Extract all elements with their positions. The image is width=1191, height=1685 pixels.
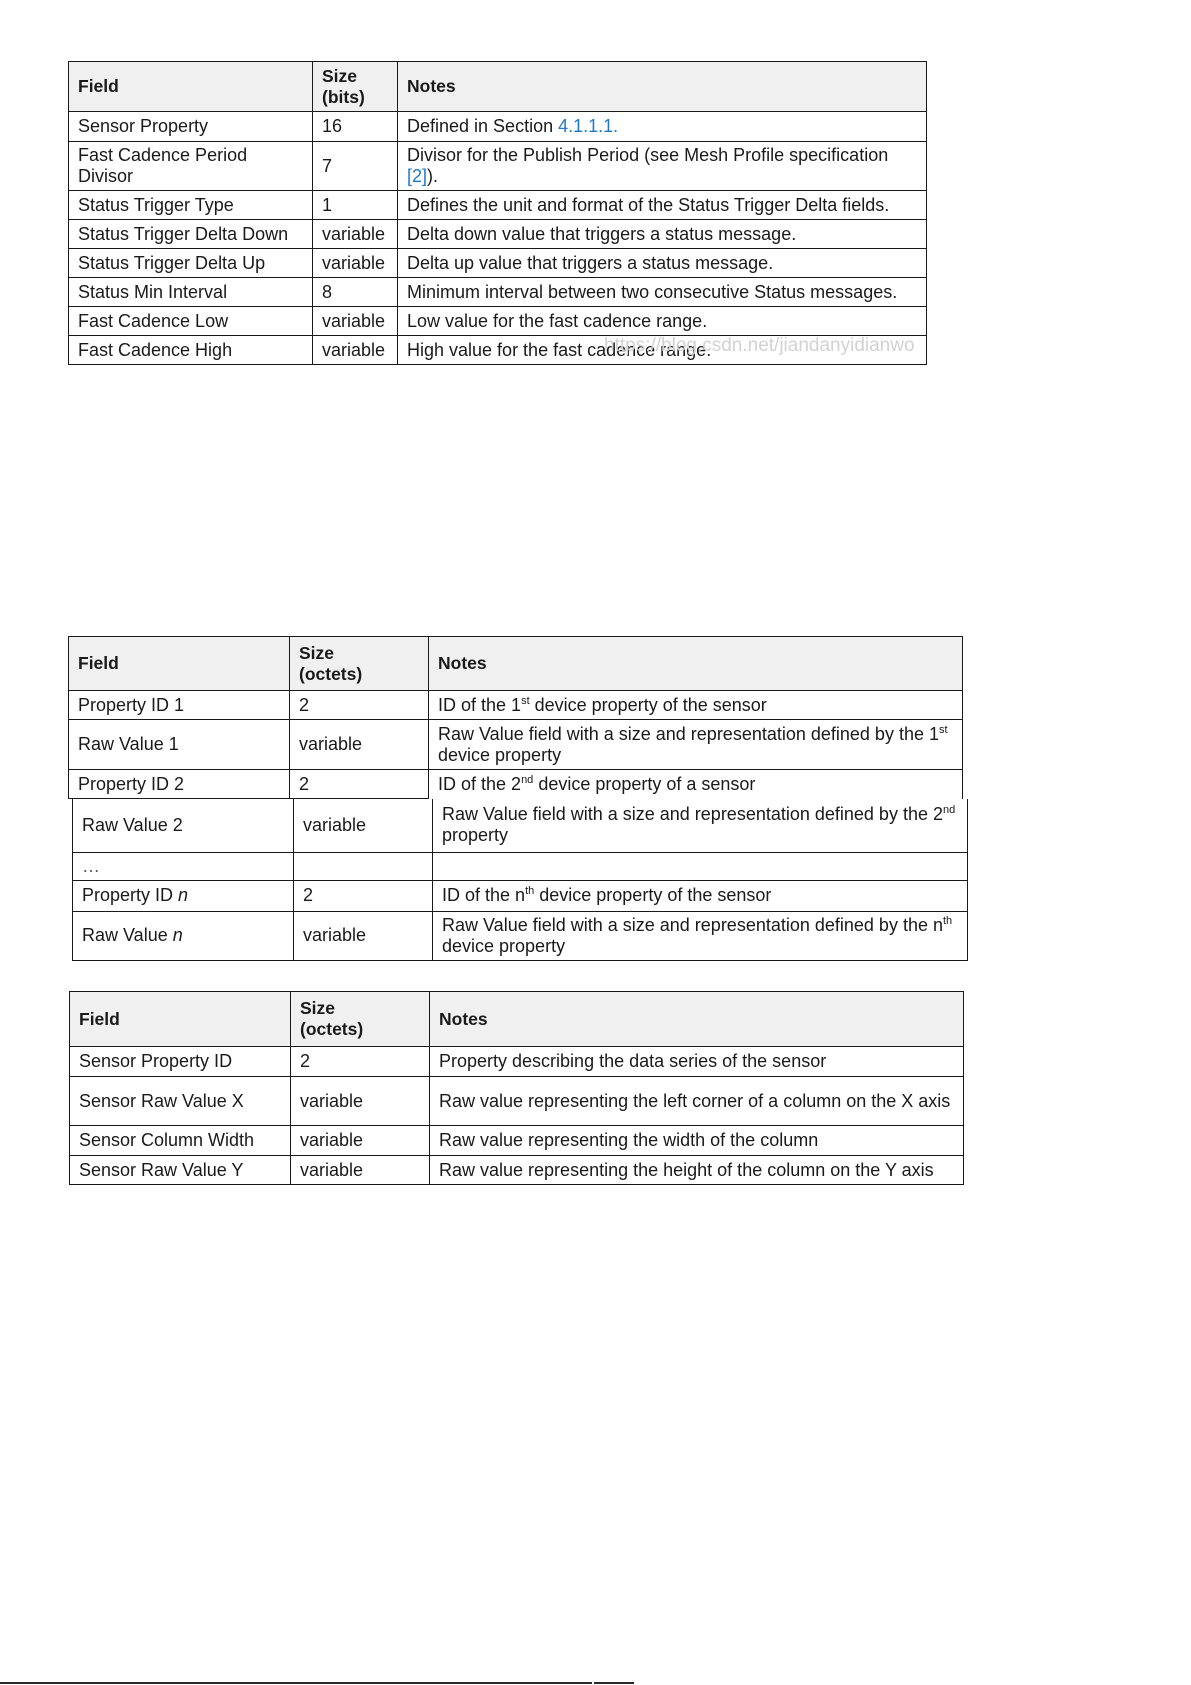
cell-notes: Raw Value field with a size and representation defined by the 2nd property: [433, 799, 968, 852]
cell-field: Sensor Property ID: [70, 1047, 291, 1077]
cell-field: Status Trigger Delta Up: [69, 249, 313, 278]
table-row: [69, 142, 927, 191]
watermark-text: https://blog.csdn.net/jiandanyidianwo: [604, 335, 915, 356]
cell-notes: High value for the fast cadence range.: [398, 336, 927, 365]
cell-field: Property ID 2: [69, 770, 290, 799]
cell-field: Fast Cadence Period Divisor: [69, 142, 313, 191]
table-row: [70, 1047, 964, 1077]
cell-size: variable: [291, 1077, 430, 1126]
table-row: [70, 1126, 964, 1156]
header-size: Size (octets): [291, 992, 430, 1047]
cell-notes: Defined in Section 4.1.1.1.: [398, 112, 927, 142]
cell-size: variable: [313, 220, 398, 249]
cell-size: 16: [313, 112, 398, 142]
cell-notes: Divisor for the Publish Period (see Mesh Profile specification [2]).: [398, 142, 927, 191]
cell-notes: Low value for the fast cadence range.: [398, 307, 927, 336]
cell-size: 2: [290, 770, 429, 799]
reference-link[interactable]: [2]: [407, 166, 428, 186]
cell-notes: Raw value representing the width of the column: [430, 1126, 964, 1156]
table-row: [69, 112, 927, 142]
table-row: [73, 911, 968, 960]
table-row: [73, 852, 968, 880]
table-row: [73, 880, 968, 911]
cell-field: Status Trigger Delta Down: [69, 220, 313, 249]
cell-field: Property ID n: [73, 880, 294, 911]
cell-notes: Delta down value that triggers a status message.: [398, 220, 927, 249]
table-row: [69, 720, 963, 770]
cell-field: Status Min Interval: [69, 278, 313, 307]
table-row: [69, 220, 927, 249]
header-size: Size (octets): [290, 637, 429, 691]
cell-size: 7: [313, 142, 398, 191]
cell-notes: ID of the $n^{th}$ device property of the sensor: [433, 880, 968, 911]
sensor-status-table: [68, 636, 963, 799]
cell-notes: Raw value representing the left corner of a column on the X axis: [430, 1077, 964, 1126]
header-size: Size (bits): [313, 62, 398, 112]
cell-size: 2: [291, 1047, 430, 1077]
header-notes: Notes: [429, 637, 963, 691]
table-row: [73, 799, 968, 852]
table-header-row: [70, 992, 964, 1047]
cell-field: Sensor Property: [69, 112, 313, 142]
cell-field: Sensor Raw Value Y: [70, 1156, 291, 1185]
cell-size: variable: [294, 911, 433, 960]
cell-size: 1: [313, 191, 398, 220]
table-header-row: [69, 62, 927, 112]
cell-field: Property ID 1: [69, 691, 290, 720]
cell-field: Raw Value n: [73, 911, 294, 960]
cell-notes: ID of the 2nd device property of a sensor: [429, 770, 963, 799]
cell-notes: Delta up value that triggers a status message.: [398, 249, 927, 278]
table-row: [69, 770, 963, 799]
header-notes: Notes: [398, 62, 927, 112]
cell-notes: [433, 852, 968, 880]
cell-notes: Property describing the data series of the sensor: [430, 1047, 964, 1077]
cell-size: variable: [291, 1156, 430, 1185]
cell-field: Fast Cadence Low: [69, 307, 313, 336]
cell-size: 2: [290, 691, 429, 720]
header-notes: Notes: [430, 992, 964, 1047]
section-link[interactable]: 4.1.1.1.: [558, 116, 619, 136]
cell-notes: Minimum interval between two consecutive Status messages.: [398, 278, 927, 307]
cell-size: variable: [291, 1126, 430, 1156]
cell-size: variable: [313, 336, 398, 365]
cell-size: 2: [294, 880, 433, 911]
cell-size: variable: [290, 720, 429, 770]
table-row: [70, 1156, 964, 1185]
sensor-status-table-continued: [72, 799, 968, 961]
sensor-column-table: [69, 991, 964, 1185]
header-field: Field: [69, 62, 313, 112]
table-header-row: [69, 637, 963, 691]
cell-field: Fast Cadence High: [69, 336, 313, 365]
table-row: [69, 191, 927, 220]
table-row: [70, 1077, 964, 1126]
cell-size: variable: [294, 799, 433, 852]
cell-field: Sensor Column Width: [70, 1126, 291, 1156]
cell-notes: Defines the unit and format of the Status Trigger Delta fields.: [398, 191, 927, 220]
cell-field: …: [73, 852, 294, 880]
cell-size: variable: [313, 249, 398, 278]
header-field: Field: [69, 637, 290, 691]
table-row: [69, 249, 927, 278]
cell-field: Status Trigger Type: [69, 191, 313, 220]
cell-field: Raw Value 1: [69, 720, 290, 770]
sensor-settings-table: [68, 61, 927, 365]
table-row: [69, 278, 927, 307]
cell-notes: Raw Value field with a size and representation defined by the 1st device property: [429, 720, 963, 770]
cell-notes: Raw Value field with a size and representation defined by the $n^{th}$ device property: [433, 911, 968, 960]
table-row: [69, 691, 963, 720]
cell-size: variable: [313, 307, 398, 336]
cell-notes: Raw value representing the height of the column on the Y axis: [430, 1156, 964, 1185]
cell-size: [294, 852, 433, 880]
cell-field: Sensor Raw Value X: [70, 1077, 291, 1126]
page-bottom-rule-segment: [594, 1682, 634, 1684]
table-row: [69, 307, 927, 336]
header-field: Field: [70, 992, 291, 1047]
page-bottom-rule: [0, 1682, 592, 1684]
cell-notes: ID of the 1st device property of the sensor: [429, 691, 963, 720]
cell-size: 8: [313, 278, 398, 307]
cell-field: Raw Value 2: [73, 799, 294, 852]
